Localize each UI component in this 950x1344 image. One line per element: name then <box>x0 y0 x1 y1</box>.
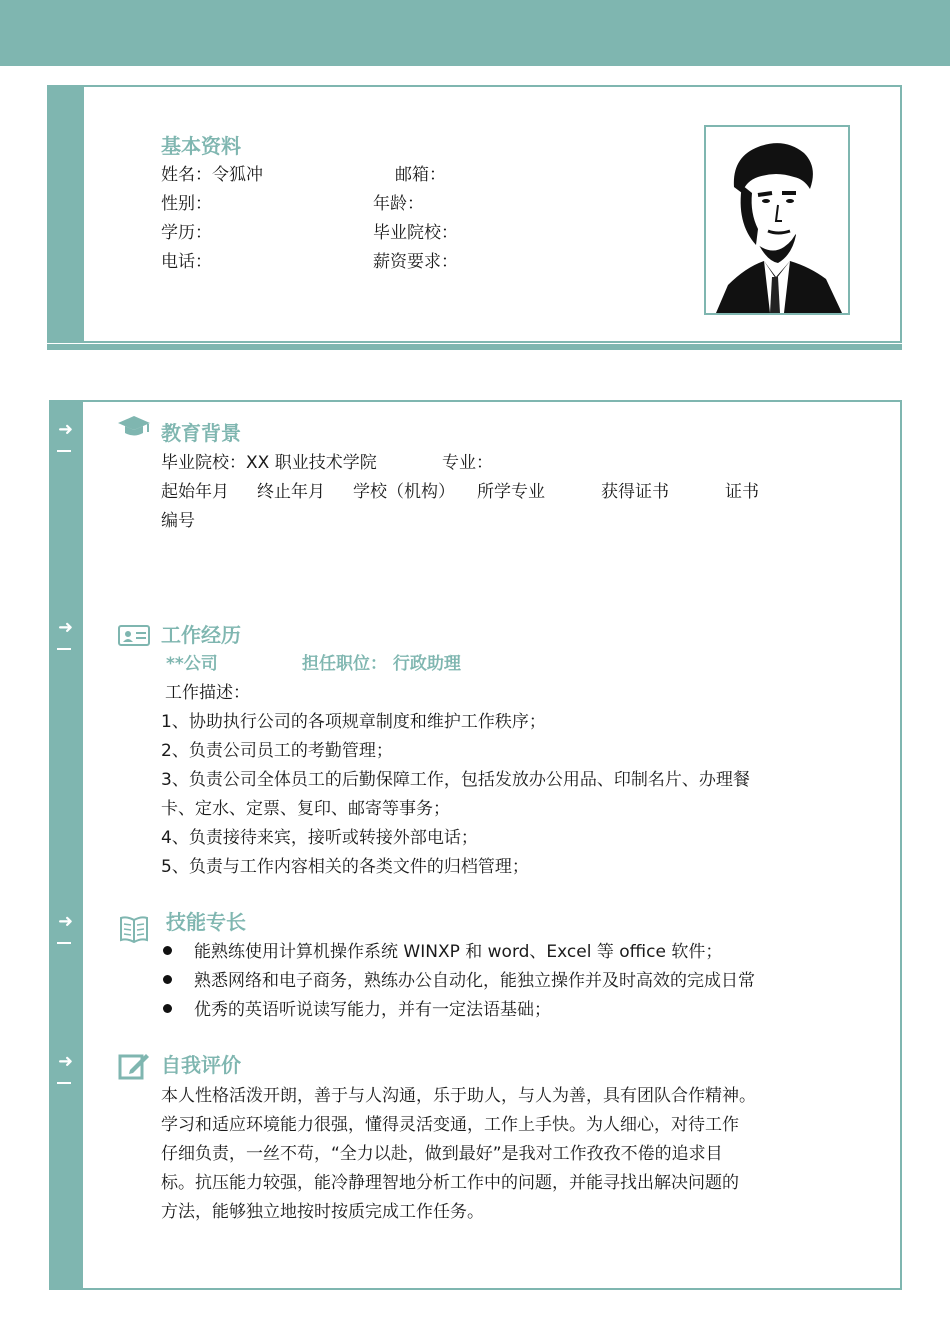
portrait-silhouette-icon <box>706 127 848 313</box>
education-major-label: 专业： <box>442 453 493 473</box>
work-item: 1、协助执行公司的各项规章制度和维护工作秩序； <box>161 712 546 732</box>
email-label: 邮箱： <box>395 165 446 185</box>
education-col-school: 学校（机构） <box>353 482 455 502</box>
work-item: 2、负责公司员工的考勤管理； <box>161 741 393 761</box>
education-col-end: 终止年月 <box>257 482 325 502</box>
self-eval-line: 标。抗压能力较强，能冷静理智地分析工作中的问题，并能寻找出解决问题的 <box>161 1173 739 1193</box>
self-eval-heading: 自我评价 <box>161 1053 241 1077</box>
skills-marker <box>56 912 74 946</box>
id-card-icon <box>118 623 150 647</box>
work-marker <box>56 618 74 652</box>
arrow-right-icon: ➜ <box>58 617 74 638</box>
top-banner <box>0 0 950 66</box>
name-field <box>161 164 263 186</box>
skill-item: 优秀的英语听说读写能力，并有一定法语基础； <box>194 1000 551 1020</box>
book-icon <box>119 914 149 944</box>
education-label: 学历： <box>161 223 212 243</box>
graduation-cap-icon <box>116 414 152 438</box>
arrow-right-icon: ➜ <box>58 419 74 440</box>
card-side-stripe <box>49 87 84 341</box>
work-desc-label: 工作描述： <box>165 683 250 703</box>
education-col-start: 起始年月 <box>161 482 229 502</box>
bullet-dot <box>163 975 172 984</box>
education-col-cert-no: 证书 <box>725 482 759 502</box>
skill-item: 能熟练使用计算机操作系统 WINXP 和 word、Excel 等 office 软件； <box>194 942 723 962</box>
gender-label: 性别： <box>161 194 212 214</box>
age-label: 年龄： <box>373 194 424 214</box>
phone-label: 电话： <box>161 252 212 272</box>
card-side-stripe <box>51 402 83 1288</box>
work-heading: 工作经历 <box>161 623 241 647</box>
skills-heading: 技能专长 <box>166 910 246 934</box>
bullet-dot <box>163 1004 172 1013</box>
education-heading: 教育背景 <box>161 421 241 445</box>
bullet-dot <box>163 946 172 955</box>
work-item: 4、负责接待来宾，接听或转接外部电话； <box>161 828 478 848</box>
arrow-right-icon: ➜ <box>58 1051 74 1072</box>
education-col-cert-no-wrap: 编号 <box>161 511 195 531</box>
edit-icon <box>118 1050 150 1082</box>
self-eval-line: 本人性格活泼开朗，善于与人沟通，乐于助人，与人为善，具有团队合作精神。 <box>161 1086 756 1106</box>
arrow-right-icon: ➜ <box>58 911 74 932</box>
salary-label: 薪资要求： <box>373 252 458 272</box>
divider-rule <box>47 344 902 350</box>
profile-photo <box>704 125 850 315</box>
self-eval-line: 仔细负责，一丝不苟，“全力以赴，做到最好”是我对工作孜孜不倦的追求目 <box>161 1144 723 1164</box>
school-label: 毕业院校： <box>373 223 458 243</box>
skill-item: 熟悉网络和电子商务，熟练办公自动化，能独立操作并及时高效的完成日常 <box>194 971 755 991</box>
work-position: 担任职位： 行政助理 <box>302 654 461 674</box>
basic-info-heading: 基本资料 <box>161 134 241 158</box>
self-marker <box>56 1052 74 1086</box>
work-company: **公司 <box>166 654 218 674</box>
education-marker <box>56 420 74 454</box>
education-school-line: 毕业院校：XX 职业技术学院 <box>161 453 377 473</box>
self-eval-line: 学习和适应环境能力很强，懂得灵活变通，工作上手快。为人细心，对待工作 <box>161 1115 739 1135</box>
name-value: 令狐冲 <box>212 165 263 185</box>
work-item: 5、负责与工作内容相关的各类文件的归档管理； <box>161 857 529 877</box>
work-item: 3、负责公司全体员工的后勤保障工作，包括发放办公用品、印制名片、办理餐 <box>161 770 750 790</box>
self-eval-line: 方法，能够独立地按时按质完成工作任务。 <box>161 1202 484 1222</box>
name-label: 姓名： <box>161 165 212 185</box>
education-col-cert: 获得证书 <box>601 482 669 502</box>
education-col-major: 所学专业 <box>477 482 545 502</box>
work-item: 卡、定水、定票、复印、邮寄等事务； <box>161 799 450 819</box>
